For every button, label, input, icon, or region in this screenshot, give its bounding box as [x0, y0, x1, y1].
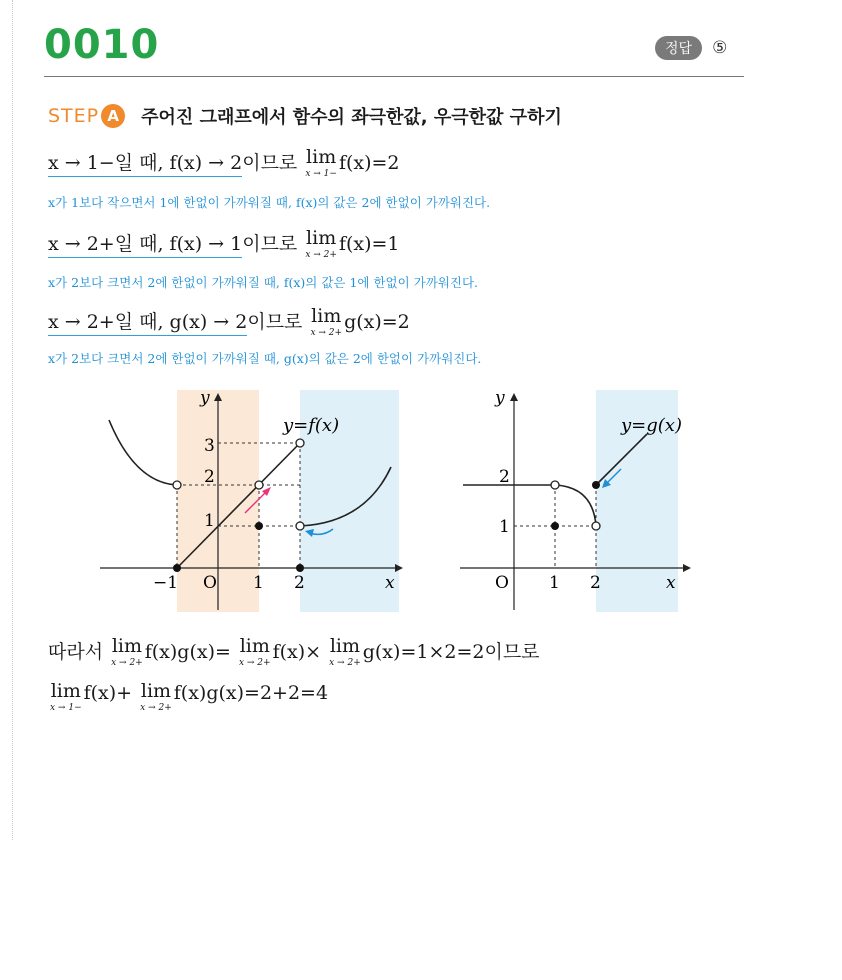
open-point [255, 481, 263, 489]
x-tick-label: 2 [590, 573, 601, 593]
origin-label: O [495, 573, 509, 593]
y-axis-arrow [510, 393, 518, 401]
x-tick-label: 2 [294, 573, 305, 593]
lim-operator: lim x → 2+ [140, 680, 172, 713]
closed-point [592, 481, 600, 489]
limit-line-2 [48, 229, 400, 260]
lim-operator: lim x → 2+ [329, 635, 361, 668]
open-point [592, 522, 600, 530]
y-tick-label: 1 [499, 517, 510, 537]
f-function-label: y=f(x) [283, 415, 340, 436]
conclusion-expr: f(x)g(x)=2+2=4 [173, 682, 329, 704]
conclusion-tail: 이므로 [484, 641, 540, 663]
x-tick-label: 1 [253, 573, 264, 593]
lim-operator: lim x → 1− [50, 680, 82, 713]
closed-point [173, 564, 181, 572]
x-axis-arrow [683, 564, 691, 572]
limit-result: f(x)=2 [338, 152, 400, 174]
lim-operator: lim x → 2+ [310, 305, 343, 338]
limit-tail: 이므로 [242, 233, 298, 255]
limit-result: f(x)=1 [338, 233, 400, 255]
answer-value: ⑤ [712, 38, 728, 58]
problem-number: 0010 [44, 22, 160, 68]
lim-operator: lim x → 2+ [305, 227, 337, 260]
answer-block [655, 36, 727, 60]
explanation-note-3: x가 2보다 크면서 2에 한없이 가까워질 때, g(x)의 값은 2에 한없이 가까워진다. [48, 351, 482, 366]
limit-condition: x → 2+일 때, g(x) → 2 [48, 311, 247, 336]
y-tick-label: 1 [204, 511, 215, 531]
closed-point [255, 522, 263, 530]
limit-condition: x → 1−일 때, f(x) → 2 [48, 152, 242, 177]
limit-tail: 이므로 [247, 311, 303, 333]
step-title: 주어진 그래프에서 함수의 좌극한값, 우극한값 구하기 [141, 107, 562, 128]
y-tick-label: 2 [499, 467, 510, 487]
conclusion-expr: f(x)g(x)= [144, 641, 231, 663]
closed-point [296, 564, 304, 572]
limit-tail: 이므로 [242, 152, 298, 174]
y-tick-label: 3 [204, 436, 215, 456]
origin-label: O [203, 573, 217, 593]
f-left-curve [109, 420, 177, 485]
graph-f [95, 385, 415, 615]
answer-badge: 정답 [655, 36, 702, 60]
y-axis-label: y [495, 388, 505, 408]
open-point [296, 522, 304, 530]
conclusion-expr: f(x)+ [83, 682, 133, 704]
x-axis-label: x [666, 573, 676, 593]
lim-operator: lim x → 1− [305, 146, 337, 179]
conclusion-prefix: 따라서 [48, 641, 104, 663]
y-tick-label: 2 [204, 467, 215, 487]
g-function-label: y=g(x) [621, 415, 682, 436]
step-letter-badge: A [101, 104, 125, 128]
limit-line-3 [48, 307, 410, 338]
x-axis-label: x [385, 573, 395, 593]
header-rule [44, 76, 744, 77]
conclusion-expr: f(x)× [272, 641, 322, 663]
open-point [551, 481, 559, 489]
x-tick-label: 1 [549, 573, 560, 593]
page-edge-dotted-line [12, 0, 13, 840]
y-axis-label: y [200, 388, 210, 408]
open-point [173, 481, 181, 489]
step-heading [48, 103, 562, 129]
limit-condition: x → 2+일 때, f(x) → 1 [48, 233, 242, 258]
open-point [296, 439, 304, 447]
limit-line-1 [48, 148, 400, 179]
lim-operator: lim x → 2+ [238, 635, 271, 668]
closed-point [551, 522, 559, 530]
lim-operator: lim x → 2+ [111, 635, 143, 668]
x-tick-label: −1 [153, 573, 179, 593]
limit-result: g(x)=2 [344, 311, 410, 333]
conclusion-line-2 [48, 682, 328, 713]
explanation-note-2: x가 2보다 크면서 2에 한없이 가까워질 때, f(x)의 값은 1에 한없이 가까워진다. [48, 275, 479, 290]
graph-g [455, 385, 715, 615]
g-middle-curve [555, 485, 596, 526]
conclusion-line-1 [48, 637, 540, 668]
conclusion-expr: g(x)=1×2=2 [362, 641, 485, 663]
step-word: STEP [48, 105, 100, 127]
explanation-note-1: x가 1보다 작으면서 1에 한없이 가까워질 때, f(x)의 값은 2에 한없이 가까워진다. [48, 195, 491, 210]
